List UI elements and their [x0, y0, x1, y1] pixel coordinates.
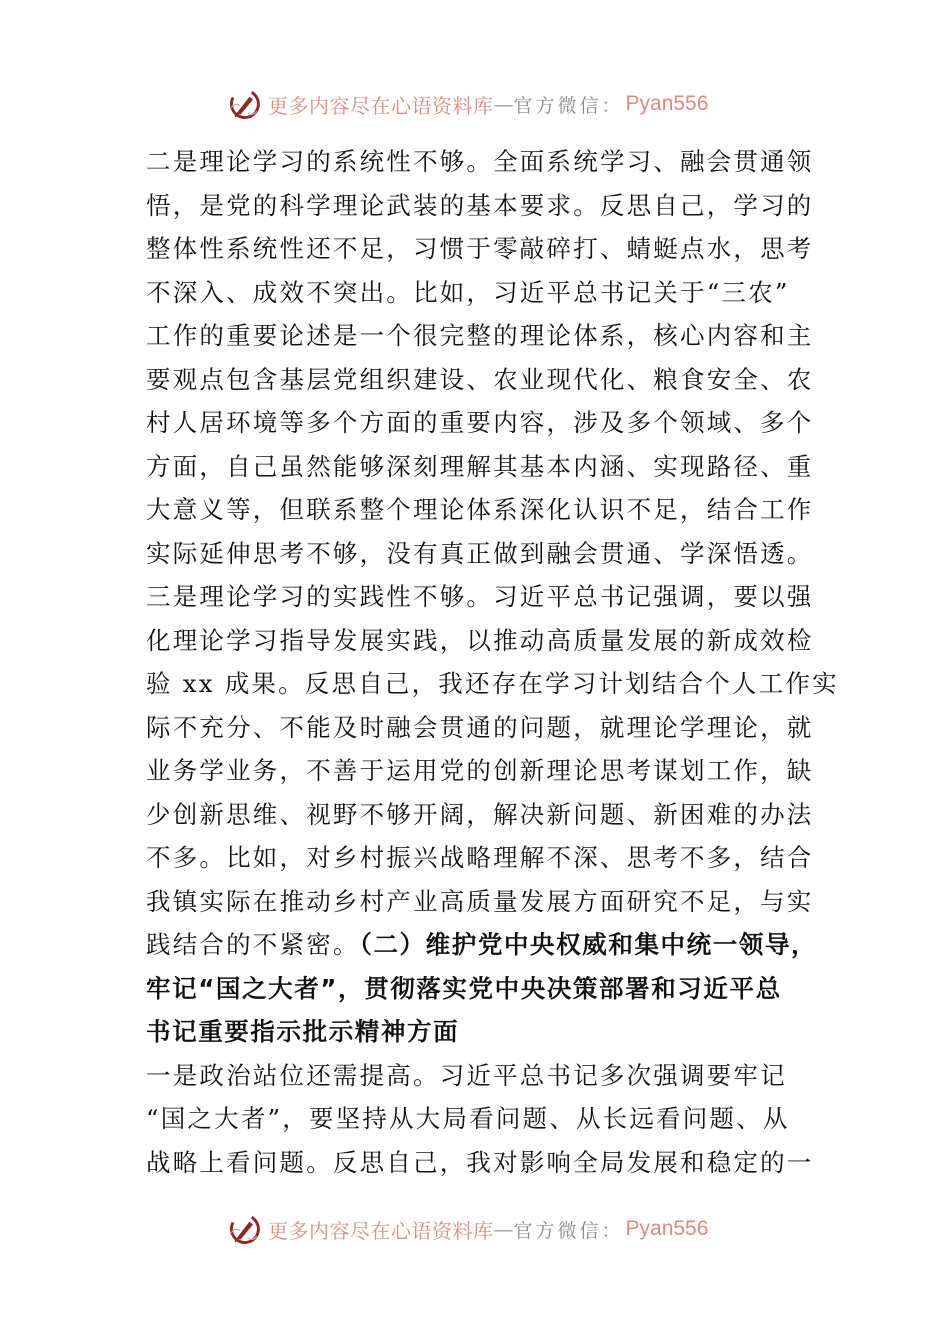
- watermark-dash: —: [493, 92, 514, 116]
- body-line: “国之大者”，要坚持从大局看问题、从长远看问题、从: [146, 1104, 790, 1133]
- section-heading: 牢记“国之大者”，贯彻落实党中央决策部署和习近平总: [146, 973, 782, 1003]
- watermark-brand-text: 更多内容尽在心语资料库: [268, 1218, 494, 1243]
- body-line: 二是理论学习的系统性不够。全面系统学习、融会贯通领: [146, 147, 814, 176]
- body-line: 要观点包含基层党组织建设、农业现代化、粮食安全、农: [146, 364, 814, 394]
- watermark-brand-text: 更多内容尽在心语资料库: [268, 93, 494, 118]
- body-line-with-section-heading: 践结合的不紧密。（二）维护党中央权威和集中统一领导，: [146, 930, 818, 959]
- body-line: 方面，自己虽然能够深刻理解其基本内涵、实现路径、重: [146, 451, 814, 481]
- body-line: 整体性系统性还不足，习惯于零敲碎打、蜻蜓点水，思考: [146, 234, 814, 263]
- body-line: 悟，是党的科学理论武装的基本要求。反思自己，学习的: [146, 190, 814, 220]
- body-line: 业务学业务，不善于运用党的创新理论思考谋划工作，缺: [146, 756, 814, 785]
- body-line: 不多。比如，对乡村振兴战略理解不深、思考不多，结合: [146, 843, 814, 872]
- body-line: 工作的重要论述是一个很完整的理论体系，核心内容和主: [146, 321, 814, 350]
- body-line: 村人居环境等多个方面的重要内容，涉及多个领域、多个: [146, 408, 814, 437]
- body-line: 实际延伸思考不够，没有真正做到融会贯通、学深悟透。: [146, 538, 814, 568]
- body-line: 我镇实际在推动乡村产业高质量发展方面研究不足，与实: [146, 886, 814, 916]
- quill-pen-logo-icon: [226, 86, 262, 122]
- watermark-wechat-id: Pyan556: [625, 1217, 709, 1240]
- body-line: 大意义等，但联系整个理论体系深化认识不足，结合工作: [146, 495, 814, 524]
- document-body: [146, 140, 839, 1184]
- section-heading: （二）维护党中央权威和集中统一领导，: [359, 930, 818, 959]
- body-line: 验 xx 成果。反思自己，我还存在学习计划结合个人工作实: [146, 669, 839, 698]
- watermark-label: 官方微信：: [513, 1219, 624, 1242]
- body-line: 际不充分、不能及时融会贯通的问题，就理论学理论，就: [146, 712, 814, 742]
- body-line: 化理论学习指导发展实践，以推动高质量发展的新成效检: [146, 625, 814, 655]
- footer-watermark: [226, 1209, 708, 1249]
- body-line: 少创新思维、视野不够开阔，解决新问题、新困难的办法: [146, 799, 814, 829]
- section-heading-line: [146, 1010, 796, 1054]
- body-line: 一是政治站位还需提高。习近平总书记多次强调要牢记: [146, 1060, 787, 1090]
- watermark-wechat-id: Pyan556: [625, 92, 709, 115]
- header-watermark: [226, 84, 708, 124]
- body-line: 战略上看问题。反思自己，我对影响全局发展和稳定的一: [146, 1147, 814, 1177]
- watermark-dash: —: [493, 1217, 514, 1241]
- quill-pen-logo-icon: [226, 1211, 262, 1247]
- section-heading: 书记重要指示批示精神方面: [146, 1017, 460, 1046]
- section-heading-line: [146, 967, 796, 1011]
- body-line: 三是理论学习的实践性不够。习近平总书记强调，要以强: [146, 582, 814, 611]
- watermark-label: 官方微信：: [513, 94, 624, 117]
- body-line: 不深入、成效不突出。比如，习近平总书记关于“三农”: [146, 277, 790, 307]
